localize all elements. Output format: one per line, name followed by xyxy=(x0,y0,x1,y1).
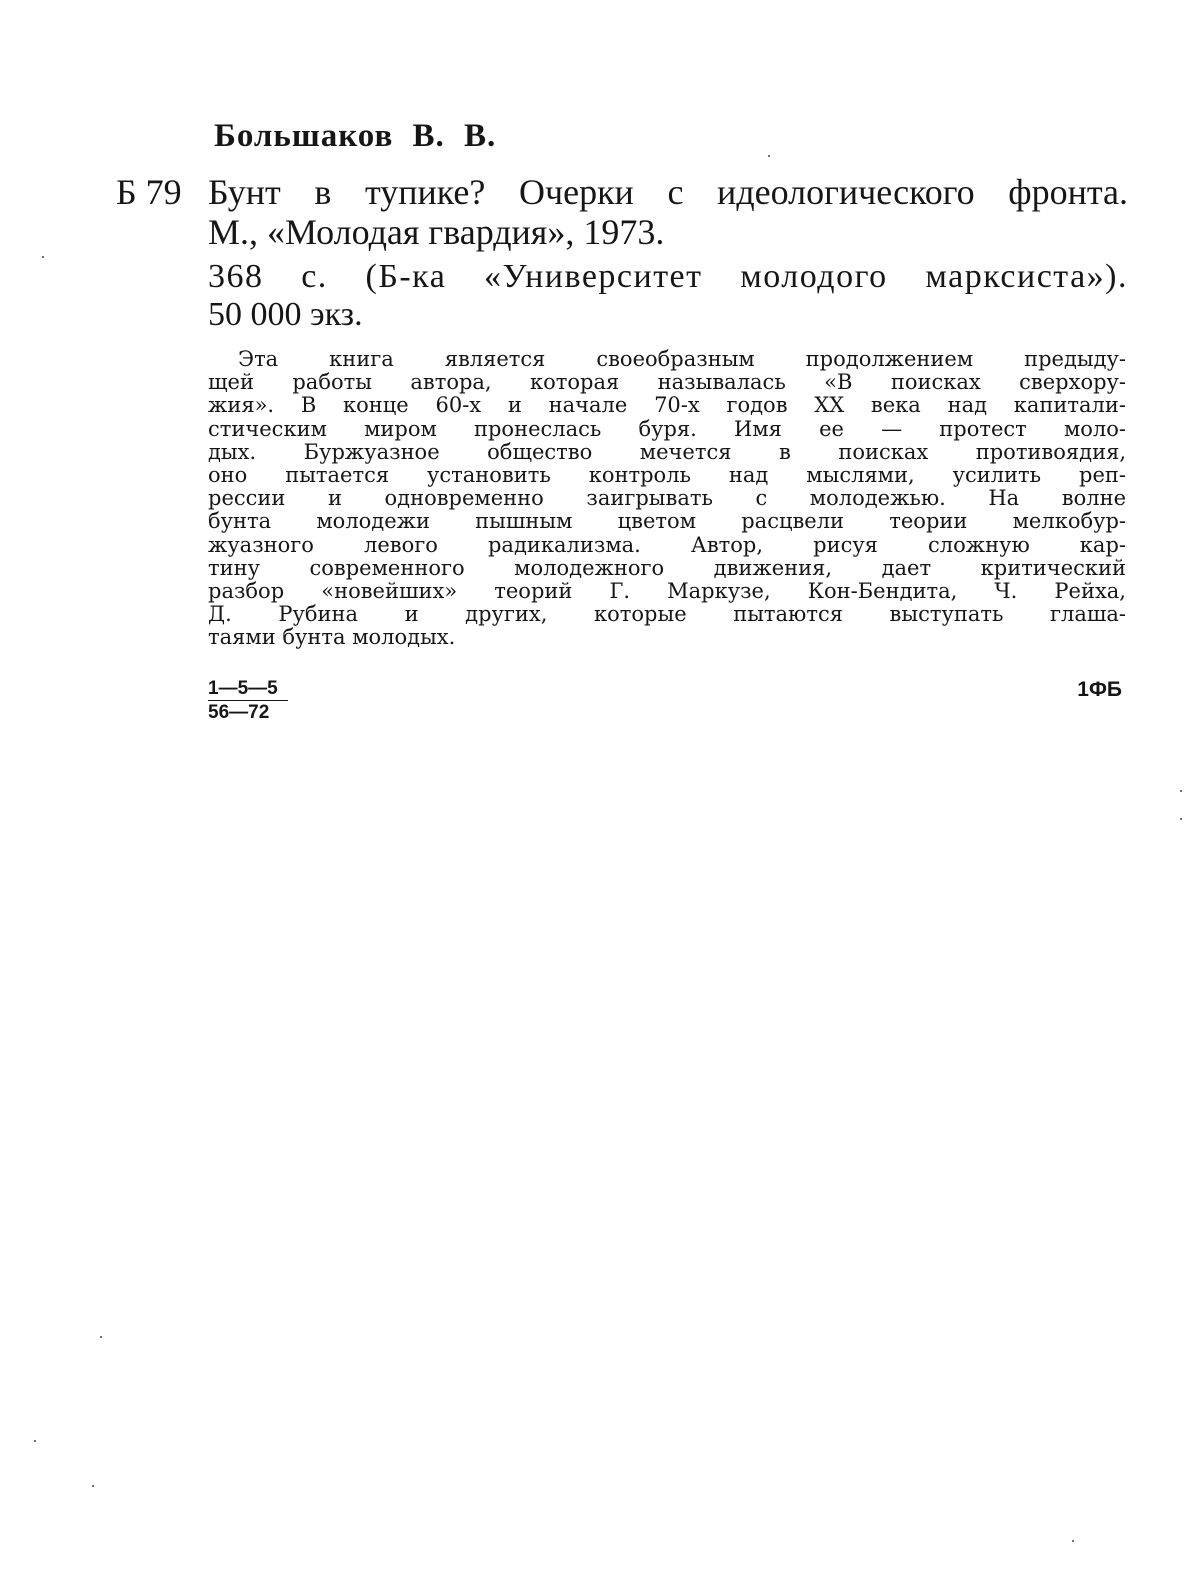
scan-speck xyxy=(34,1440,36,1442)
scan-speck xyxy=(92,1485,94,1487)
annotation-line: оно пытается установить контроль над мыслями, усилить реп- xyxy=(208,463,1126,487)
scan-speck xyxy=(100,1336,102,1338)
scan-speck xyxy=(1180,790,1182,792)
scan-speck xyxy=(42,256,44,258)
scan-speck xyxy=(768,155,770,157)
print-run-line: 50 000 экз. xyxy=(208,296,363,333)
annotation-line: Д. Рубина и других, которые пытаются выступать глаша- xyxy=(208,603,1126,627)
annotation xyxy=(208,348,1126,649)
annotation-line: дых. Буржуазное общество мечется в поисках противоядия, xyxy=(208,440,1126,464)
author-name: Большаков В. В. xyxy=(214,118,497,154)
bbk-numerator: 1—5—5 xyxy=(208,678,288,701)
udc-code: 1ФБ xyxy=(1077,678,1122,701)
library-index: Б 79 xyxy=(116,172,182,212)
bbk-denominator: 56—72 xyxy=(208,702,270,723)
title-line: Бунт в тупике? Очерки с идеологического фронта. xyxy=(208,172,1128,212)
annotation-line: стическим миром пронеслась буря. Имя ее — протест моло- xyxy=(208,417,1126,441)
scan-speck xyxy=(1180,818,1182,820)
annotation-line: жия». В конце 60-х и начале 70-х годов XX века над капитали- xyxy=(208,394,1126,418)
annotation-line: рессии и одновременно заигрывать с молодежью. На волне xyxy=(208,487,1126,511)
pages-series-line: 368 с. (Б-ка «Университет молодого марксиста»). xyxy=(208,258,1128,295)
annotation-line: бунта молодежи пышным цветом расцвели теории мелкобур- xyxy=(208,510,1126,534)
annotation-line: жуазного левого радикализма. Автор, рисуя сложную кар- xyxy=(208,533,1126,557)
annotation-line: тину современного молодежного движения, дает критический xyxy=(208,556,1126,580)
publication-details xyxy=(208,258,1128,334)
bbk-code xyxy=(208,678,288,724)
annotation-line: разбор «новейших» теорий Г. Маркузе, Кон-Бендита, Ч. Рейха, xyxy=(208,579,1126,603)
book-title xyxy=(208,172,1128,252)
annotation-line: таями бунта молодых. xyxy=(208,626,456,650)
title-line: М., «Молодая гвардия», 1973. xyxy=(208,212,665,252)
annotation-line: Эта книга является своеобразным продолжением предыду- xyxy=(238,348,1126,371)
scan-speck xyxy=(1072,1540,1074,1542)
annotation-line: щей работы автора, которая называлась «В поисках сверхору- xyxy=(208,371,1126,395)
